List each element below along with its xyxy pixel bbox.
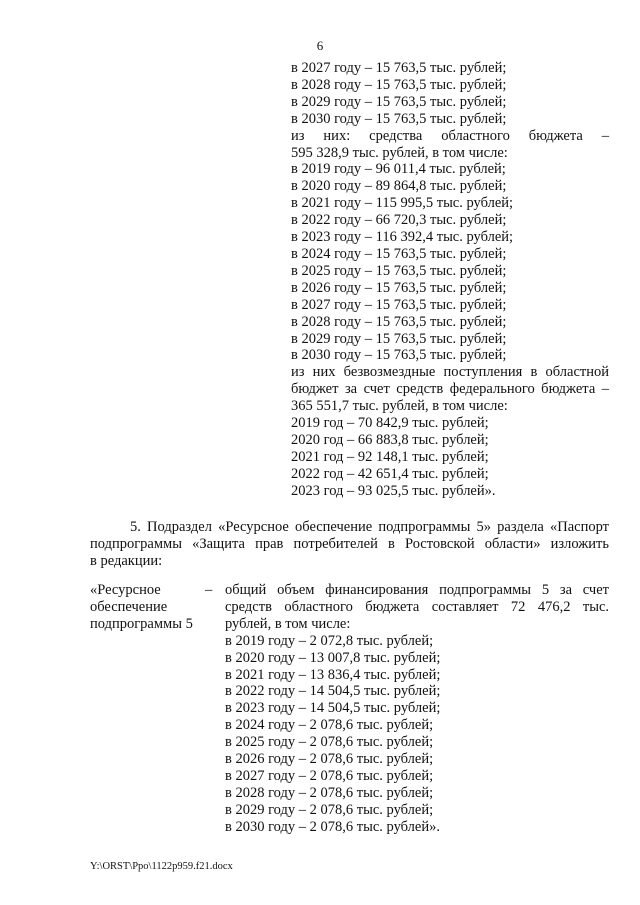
page-number: 6 [316,38,324,53]
list-item: 2020 год – 66 883,8 тыс. рублей; [291,431,489,448]
paragraph-line: в редакции: [90,552,163,569]
resource-line: в 2022 году – 14 504,5 тыс. рублей; [225,683,441,700]
list-item: в 2021 году – 115 995,5 тыс. рублей; [291,195,514,212]
list-item: 365 551,7 тыс. рублей, в том числе: [291,398,508,415]
list-item: в 2030 году – 15 763,5 тыс. рублей; [291,347,507,364]
resource-description [225,582,609,836]
list-item: в 2028 году – 15 763,5 тыс. рублей; [291,313,507,330]
list-item: 2022 год – 42 651,4 тыс. рублей; [291,465,489,482]
list-item: в 2024 году – 15 763,5 тыс. рублей; [291,245,507,262]
list-item: в 2028 году – 15 763,5 тыс. рублей; [291,76,507,93]
list-item: в 2020 году – 89 864,8 тыс. рублей; [291,178,507,195]
list-item: в 2030 году – 15 763,5 тыс. рублей; [291,110,507,127]
footer-file-path: Y:\ORST\Ppo\1122p959.f21.docx [90,861,233,872]
resource-dash: – [205,582,213,598]
paragraph-subsection-5 [90,519,609,570]
list-item: в 2026 году – 15 763,5 тыс. рублей; [291,279,507,296]
list-item: в 2019 году – 96 011,4 тыс. рублей; [291,161,506,178]
resource-line: общий объем финансирования подпрограммы 5 за счет [225,582,609,598]
list-item: в 2022 году – 66 720,3 тыс. рублей; [291,212,507,229]
list-item: из них: средства областного бюджета – [291,127,609,144]
list-item: бюджет за счет средств федерального бюджета – [291,381,609,398]
resource-line: в 2024 году – 2 078,6 тыс. рублей; [225,717,434,734]
resource-line: в 2026 году – 2 078,6 тыс. рублей; [225,751,434,768]
list-item: 2023 год – 93 025,5 тыс. рублей». [291,482,496,499]
resource-line: в 2030 году – 2 078,6 тыс. рублей». [225,818,440,835]
list-item: в 2027 году – 15 763,5 тыс. рублей; [291,296,507,313]
resource-label-line: «Ресурсное [90,582,161,598]
resource-line: в 2023 году – 14 504,5 тыс. рублей; [225,700,441,717]
resource-line: в 2028 году – 2 078,6 тыс. рублей; [225,784,434,801]
right-column-list [291,60,609,500]
list-item: в 2023 году – 116 392,4 тыс. рублей; [291,229,514,246]
resource-line: в 2025 году – 2 078,6 тыс. рублей; [225,734,434,751]
list-item: 2021 год – 92 148,1 тыс. рублей; [291,448,489,465]
list-item: в 2027 году – 15 763,5 тыс. рублей; [291,60,507,76]
list-item: в 2029 году – 15 763,5 тыс. рублей; [291,93,507,110]
resource-line: в 2020 году – 13 007,8 тыс. рублей; [225,649,441,666]
resource-line: средств областного бюджета составляет 72 476,2 тыс. [225,598,609,615]
resource-label-line: подпрограммы 5 [90,615,193,632]
paragraph-line: 5. Подраздел «Ресурсное обеспечение подпрограммы 5» раздела «Паспорт [130,519,609,535]
resource-line: рублей, в том числе: [225,615,351,632]
resource-label [90,582,200,633]
list-item: 2019 год – 70 842,9 тыс. рублей; [291,415,489,432]
paragraph-line: подпрограммы «Защита прав потребителей в Ростовской области» изложить [90,535,609,552]
list-item: из них безвозмездные поступления в областной [291,364,609,381]
list-item: в 2029 году – 15 763,5 тыс. рублей; [291,330,507,347]
list-item: в 2025 году – 15 763,5 тыс. рублей; [291,262,507,279]
resource-line: в 2027 году – 2 078,6 тыс. рублей; [225,767,434,784]
resource-line: в 2029 году – 2 078,6 тыс. рублей; [225,801,434,818]
list-item: 595 328,9 тыс. рублей, в том числе: [291,144,508,161]
resource-label-line: обеспечение [90,598,168,615]
resource-line: в 2019 году – 2 072,8 тыс. рублей; [225,632,434,649]
resource-line: в 2021 году – 13 836,4 тыс. рублей; [225,666,441,683]
